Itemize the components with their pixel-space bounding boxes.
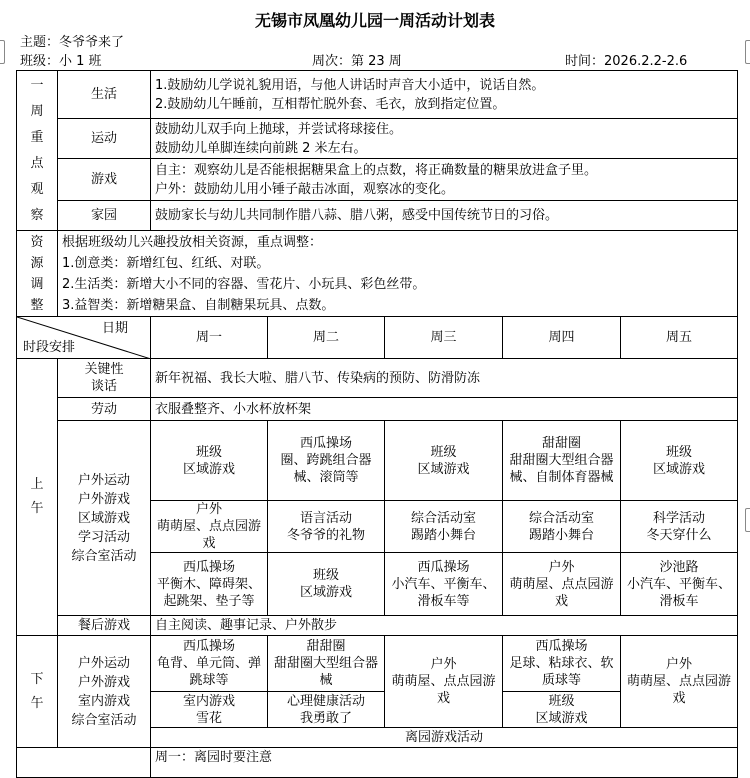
focus-text (151, 119, 738, 159)
left-edge-handle[interactable] (0, 40, 5, 64)
morning-activity: 班级 区域游戏 (268, 553, 385, 616)
afternoon-activities-label: 户外运动 户外游戏 室内游戏 综合室活动 (58, 636, 151, 748)
focus-line: 鼓励幼儿单脚连续向前跳 2 米左右。 (155, 140, 367, 156)
focus-text (151, 159, 738, 201)
day-header-3: 周三 (385, 317, 503, 359)
morning-activities-label: 户外运动 户外游戏 区域游戏 学习活动 综合室活动 (58, 421, 151, 616)
morning-activity: 甜甜圈 甜甜圈大型组合器械、自制体育器械 (503, 421, 621, 501)
labor-label: 劳动 (58, 398, 151, 421)
talk-text: 新年祝福、我长大啦、腊八节、传染病的预防、防滑防冻 (151, 359, 738, 398)
diagonal-header (17, 317, 151, 359)
plan-table (16, 70, 738, 778)
morning-activity: 西瓜操场 平衡木、障碍架、起跳架、垫子等 (151, 553, 268, 616)
focus-line: 1.鼓励幼儿学说礼貌用语，与他人讲话时声音大小适中，说话自然。 (155, 77, 545, 93)
afternoon-activity: 心理健康活动 我勇敢了 (268, 692, 385, 728)
talk-label: 关键性 谈话 (58, 359, 151, 398)
afternoon-activity: 户外 萌萌屋、点点园游戏 (385, 636, 503, 728)
morning-activity: 综合活动室 踢踏小舞台 (385, 501, 503, 553)
day-header-1: 周一 (151, 317, 268, 359)
morning-activity: 综合活动室 踢踏小舞台 (503, 501, 621, 553)
focus-category: 游戏 (58, 159, 151, 201)
morning-activity: 班级 区域游戏 (151, 421, 268, 501)
morning-activity: 沙池路 小汽车、平衡车、滑板车 (621, 553, 738, 616)
week-label: 周次：第 23 周 (312, 54, 402, 69)
resources-text (58, 231, 738, 317)
focus-category: 运动 (58, 119, 151, 159)
morning-activity: 语言活动 冬爷爷的礼物 (268, 501, 385, 553)
theme: 主题：冬爷爷来了 (20, 35, 125, 50)
after-meal-label: 餐后游戏 (58, 616, 151, 636)
leave-activity: 离园游戏活动 (151, 728, 738, 748)
afternoon-activity: 室内游戏 雪花 (151, 692, 268, 728)
afternoon-activity: 班级 区域游戏 (503, 692, 621, 728)
focus-line: 户外：鼓励幼儿用小锤子敲击冰面，观察冰的变化。 (155, 181, 455, 197)
focus-line: 鼓励家长与幼儿共同制作腊八蒜、腊八粥，感受中国传统节日的习俗。 (155, 208, 559, 223)
morning-activity: 户外 萌萌屋、点点园游戏 (503, 553, 621, 616)
focus-category: 生活 (58, 71, 151, 119)
right-edge-handle-2[interactable] (745, 508, 750, 532)
morning-activity: 户外 萌萌屋、点点园游戏 (151, 501, 268, 553)
day-header-5: 周五 (621, 317, 738, 359)
resources-line: 2.生活类：新增大小不同的容器、雪花片、小玩具、彩色丝带。 (62, 276, 426, 292)
resources-line: 1.创意类：新增红包、红纸、对联。 (62, 255, 270, 271)
day-header-2: 周二 (268, 317, 385, 359)
day-header-4: 周四 (503, 317, 621, 359)
focus-category: 家园 (58, 201, 151, 231)
morning-activity: 班级 区域游戏 (385, 421, 503, 501)
last-row-text: 周一：离园时要注意 (151, 748, 738, 778)
morning-activity: 班级 区域游戏 (621, 421, 738, 501)
afternoon-activity: 甜甜圈 甜甜圈大型组合器械 (268, 636, 385, 692)
period-header: 时段安排 (23, 340, 76, 355)
afternoon-activity: 西瓜操场 龟背、单元筒、弹跳球等 (151, 636, 268, 692)
afternoon-activity: 西瓜操场 足球、粘球衣、软质球等 (503, 636, 621, 692)
date-header: 日期 (101, 321, 128, 336)
page-title: 无锡市凤凰幼儿园一周活动计划表 (254, 11, 495, 30)
focus-line: 自主：观察幼儿是否能根据糖果盒上的点数，将正确数量的糖果放进盒子里。 (155, 162, 598, 178)
class-label: 班级：小 1 班 (20, 54, 102, 69)
date-label: 时间：2026.2.2-2.6 (565, 54, 688, 69)
resources-line: 根据班级幼儿兴趣投放相关资源，重点调整： (62, 234, 323, 250)
focus-line: 鼓励幼儿双手向上抛球，并尝试将球接住。 (155, 121, 403, 137)
focus-text (151, 201, 738, 231)
resources-line: 3.益智类：新增糖果盒、自制糖果玩具、点数。 (62, 297, 335, 313)
morning-activity: 西瓜操场 圈、跨跳组合器械、滚筒等 (268, 421, 385, 501)
focus-text (151, 71, 738, 119)
afternoon-activity: 户外 萌萌屋、点点园游戏 (621, 636, 738, 728)
morning-activity: 西瓜操场 小汽车、平衡车、滑板车等 (385, 553, 503, 616)
right-edge-handle[interactable] (745, 40, 750, 64)
labor-text: 衣服叠整齐、小水杯放杯架 (151, 398, 738, 421)
after-meal-text: 自主阅读、趣事记录、户外散步 (151, 616, 738, 636)
resources-label: 资源调整 (17, 231, 58, 317)
afternoon-label: 下午 (17, 636, 58, 748)
morning-label: 上午 (17, 359, 58, 636)
last-row-label (17, 748, 151, 778)
focus-section-label: 一周重点观察 (17, 71, 58, 231)
morning-activity: 科学活动 冬天穿什么 (621, 501, 738, 553)
focus-line: 2.鼓励幼儿午睡前，互相帮忙脱外套、毛衣，放到指定位置。 (155, 96, 506, 112)
